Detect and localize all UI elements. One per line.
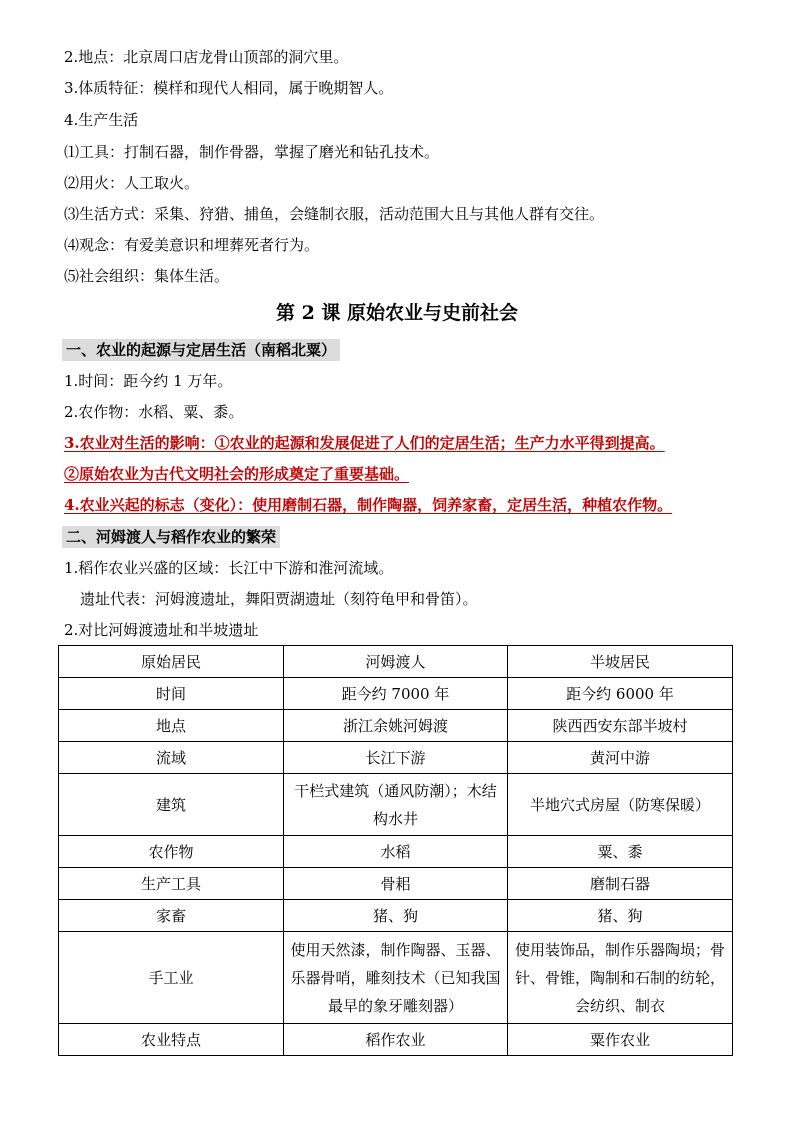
highlight-line: 3.农业对生活的影响：①农业的起源和发展促进了人们的定居生活；生产力水平得到提高。 [64,434,665,452]
table-cell: 稻作农业 [284,1024,508,1056]
table-cell: 猪、狗 [508,900,733,932]
table-cell: 家畜 [59,900,284,932]
table-row [59,742,733,774]
lesson-title: 第 2 课 原始农业与史前社会 [275,302,519,324]
table-cell: 距今约 6000 年 [508,678,733,710]
table-cell: 使用天然漆，制作陶器、玉器、乐器骨哨，雕刻技术（已知我国最早的象牙雕刻器） [284,932,508,1024]
table-cell: 手工业 [59,932,284,1024]
table-cell: 农业特点 [59,1024,284,1056]
table-row [59,774,733,836]
table-row [59,836,733,868]
table-cell: 建筑 [59,774,284,836]
table-row [59,932,733,1024]
text-line: 4.生产生活 [64,111,139,129]
comparison-table [58,645,733,1056]
text-line: 2.对比河姆渡遗址和半坡遗址 [64,621,259,639]
table-cell: 水稻 [284,836,508,868]
table-header-cell: 河姆渡人 [284,646,508,678]
table-header-cell: 原始居民 [59,646,284,678]
section-heading: 二、河姆渡人与稻作农业的繁荣 [62,526,280,548]
table-cell: 使用装饰品，制作乐器陶埙；骨针、骨锥，陶制和石制的纺轮，会纺织、制衣 [508,932,733,1024]
text-line: ⑴工具：打制石器，制作骨器，掌握了磨光和钻孔技术。 [64,143,440,161]
table-cell: 长江下游 [284,742,508,774]
text-line: 1.稻作农业兴盛的区域：长江中下游和淮河流域。 [64,559,394,577]
text-line: 遗址代表：河姆渡遗址，舞阳贾湖遗址（刻符龟甲和骨笛）。 [80,590,478,608]
table-row [59,710,733,742]
table-cell: 骨耜 [284,868,508,900]
table-header-cell: 半坡居民 [508,646,733,678]
highlight-line: 4.农业兴起的标志（变化）：使用磨制石器，制作陶器，饲养家畜，定居生活，种植农作物。 [64,496,673,514]
table-cell: 农作物 [59,836,284,868]
table-cell: 生产工具 [59,868,284,900]
section-heading: 一、农业的起源与定居生活（南稻北粟） [62,339,340,361]
table-cell: 粟作农业 [508,1024,733,1056]
table-header-row [59,646,733,678]
text-line: ⑶生活方式：采集、狩猎、捕鱼，会缝制衣服，活动范围大且与其他人群有交往。 [64,205,605,223]
table-cell: 时间 [59,678,284,710]
text-line: 3.体质特征：模样和现代人相同，属于晚期智人。 [64,79,394,97]
table-cell: 粟、黍 [508,836,733,868]
table-cell: 距今约 7000 年 [284,678,508,710]
table-cell: 半地穴式房屋（防寒保暖） [508,774,733,836]
table-cell: 陕西西安东部半坡村 [508,710,733,742]
text-line: 2.地点：北京周口店龙骨山顶部的洞穴里。 [64,48,349,66]
table-cell: 磨制石器 [508,868,733,900]
table-cell: 干栏式建筑（通风防潮）；木结构水井 [284,774,508,836]
table-row [59,900,733,932]
table-row [59,1024,733,1056]
text-line: ⑵用火：人工取火。 [64,174,200,192]
text-line: 2.农作物：水稻、粟、黍。 [64,403,244,421]
text-line: 1.时间：距今约 1 万年。 [64,372,233,390]
table-cell: 猪、狗 [284,900,508,932]
highlight-line: ②原始农业为古代文明社会的形成奠定了重要基础。 [64,465,410,483]
table-row [59,868,733,900]
table-cell: 黄河中游 [508,742,733,774]
text-line: ⑷观念：有爱美意识和埋葬死者行为。 [64,236,320,254]
table-row [59,678,733,710]
text-line: ⑸社会组织：集体生活。 [64,267,230,285]
table-cell: 地点 [59,710,284,742]
table-cell: 浙江余姚河姆渡 [284,710,508,742]
table-cell: 流域 [59,742,284,774]
